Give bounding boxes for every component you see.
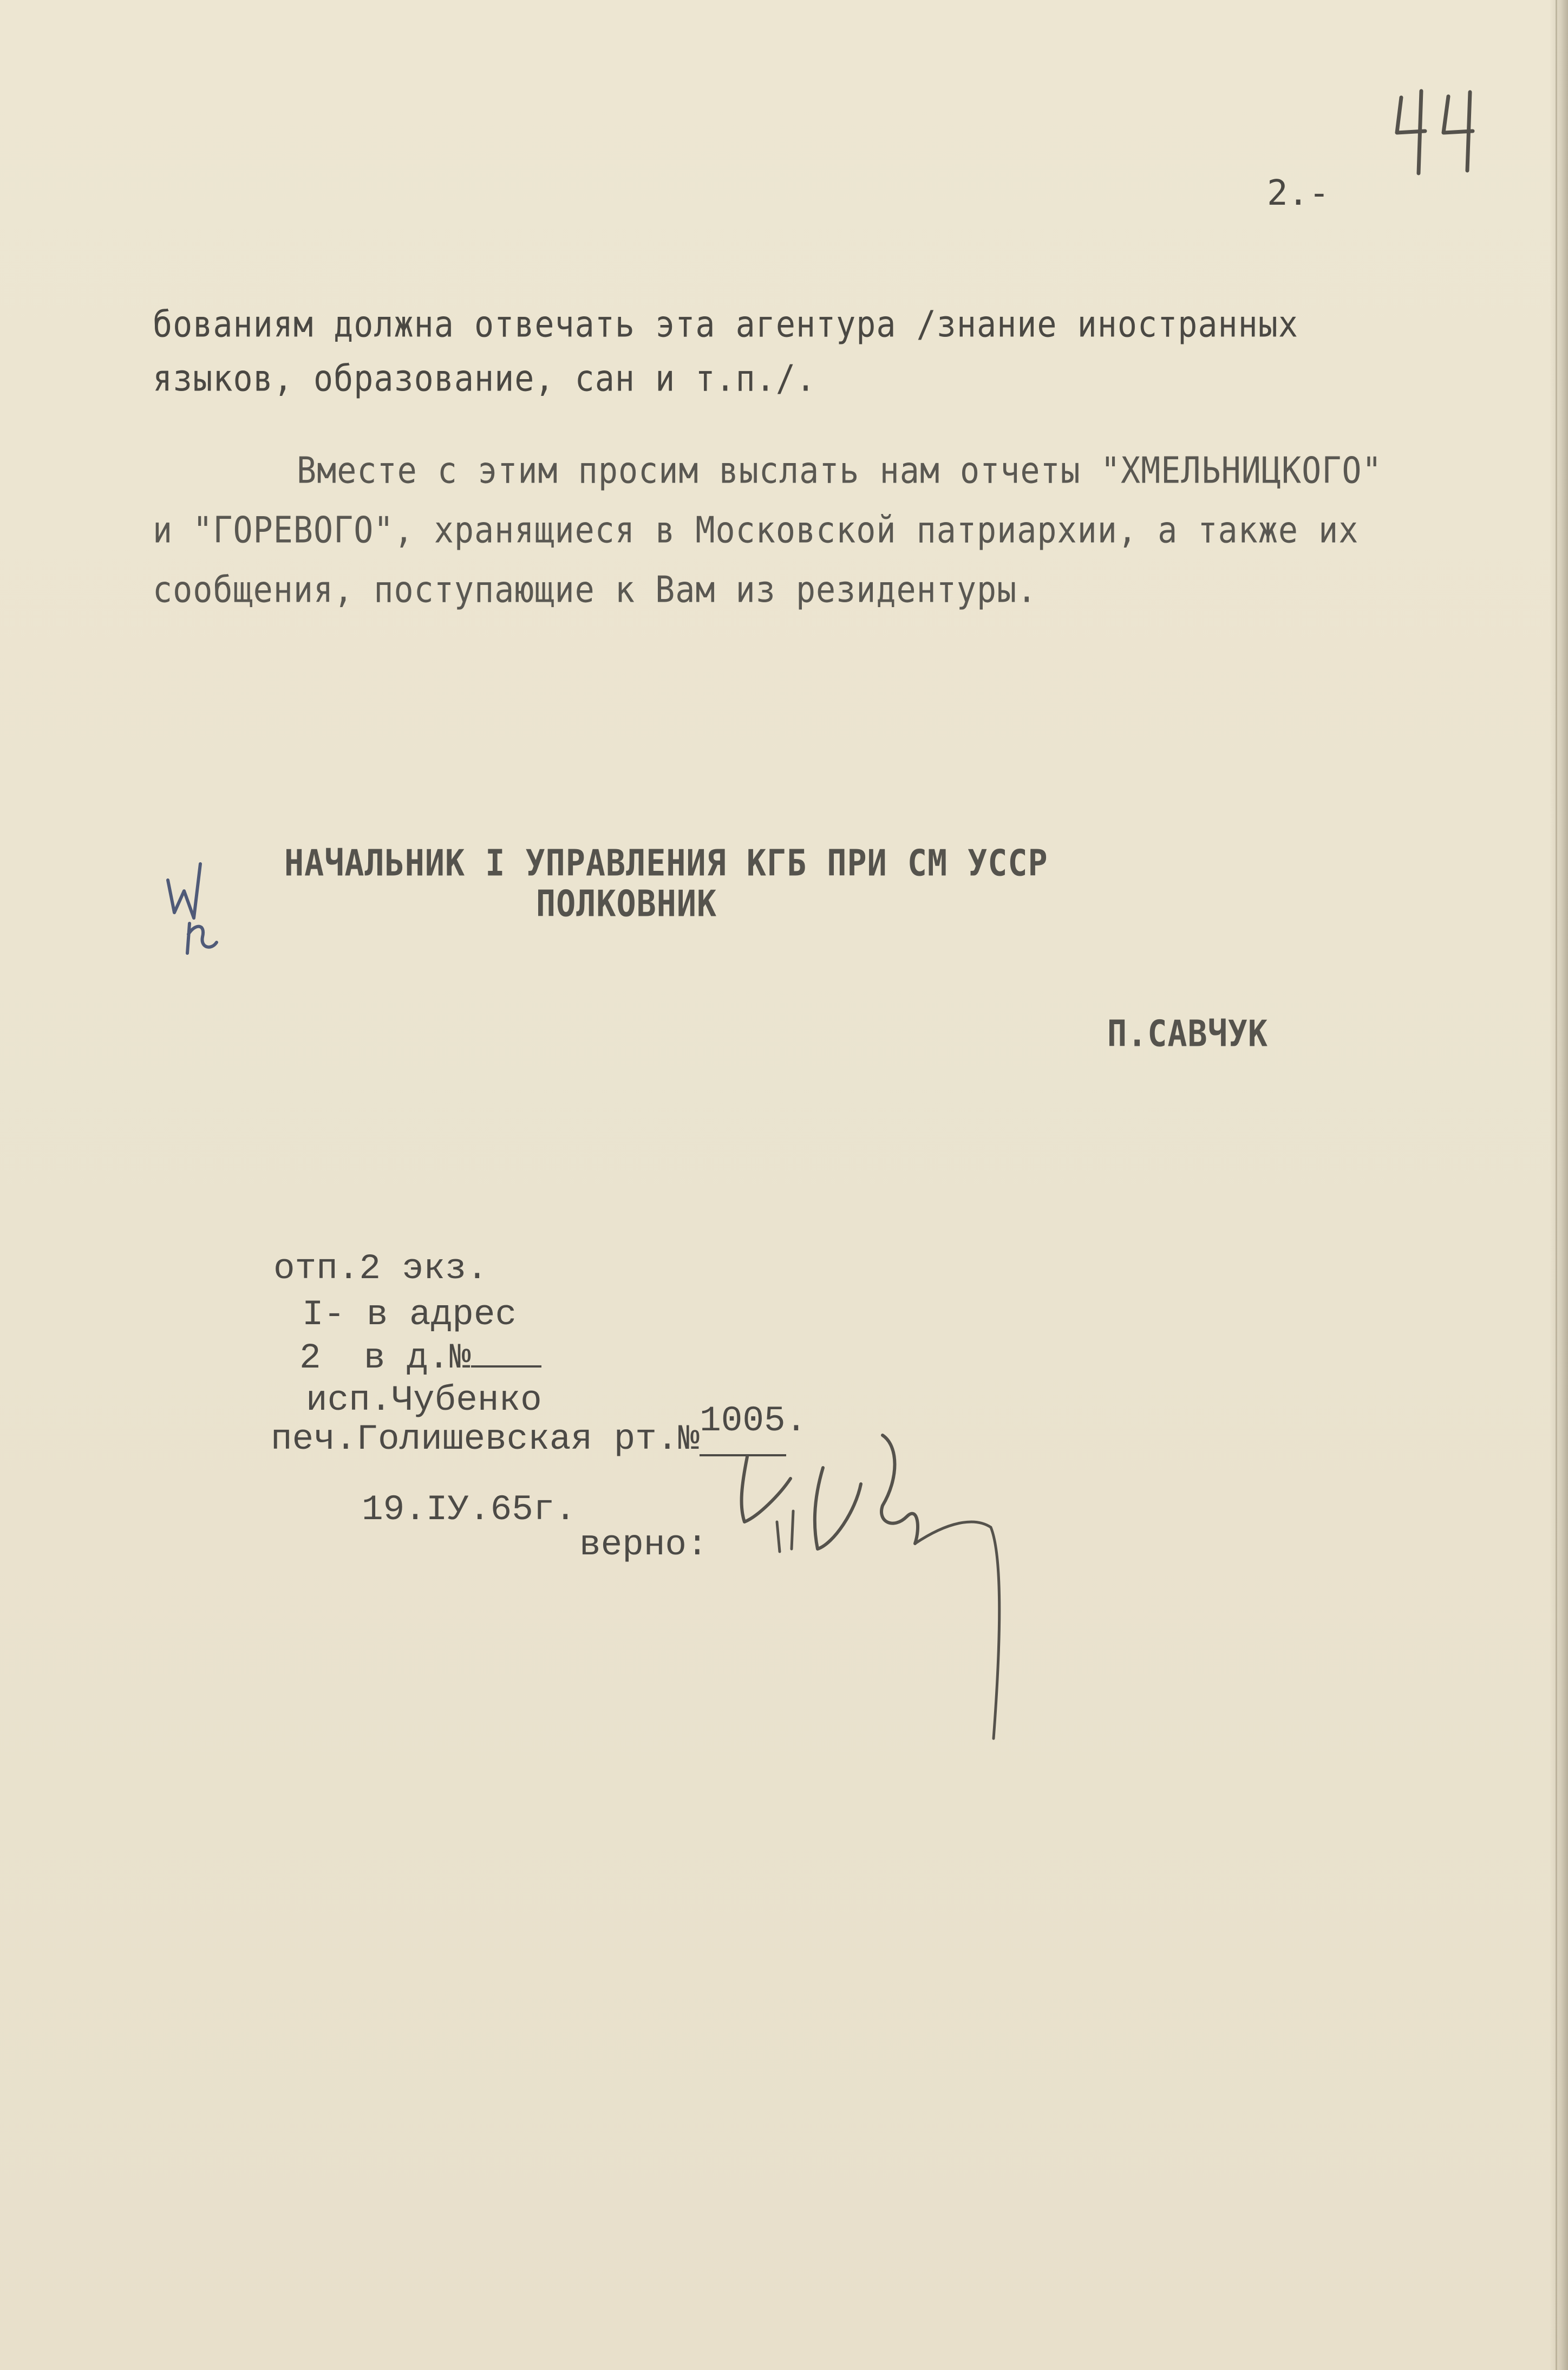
signature-name: П.САВЧУК bbox=[1107, 1013, 1268, 1056]
distribution-copy-2 bbox=[299, 1338, 541, 1378]
handwritten-signature bbox=[720, 1414, 1077, 1760]
paragraph-1-line-2: языков, образование, сан и т.п./. bbox=[153, 357, 816, 400]
paragraph-2-line-2: и "ГОРЕВОГО", хранящиеся в Московской патриархии, а также их bbox=[153, 509, 1359, 552]
distribution-copies: отп.2 экз. bbox=[273, 1248, 488, 1289]
typist-number: 1005. bbox=[700, 1401, 807, 1441]
page-edge-shadow bbox=[1550, 0, 1568, 2370]
signature-rank: ПОЛКОВНИК bbox=[536, 883, 717, 926]
paragraph-2-line-1: Вместе с этим просим выслать нам отчеты "ХМЕЛЬНИЦКОГО" bbox=[297, 450, 1382, 492]
page-number: 2.- bbox=[1267, 173, 1330, 213]
distribution-copy-1: I- в адрес bbox=[302, 1294, 517, 1335]
signature-title-line: НАЧАЛЬНИК I УПРАВЛЕНИЯ КГБ ПРИ СМ УССР bbox=[284, 842, 1048, 885]
distribution-executor: исп.Чубенко bbox=[306, 1380, 542, 1421]
page-edge-line bbox=[1556, 0, 1557, 2370]
distribution-copy-2-blank bbox=[471, 1360, 541, 1368]
verified-label: верно: bbox=[579, 1525, 708, 1565]
distribution-date: 19.IУ.65г. bbox=[362, 1489, 577, 1530]
distribution-typist-text: печ.Голишевская рт.№ bbox=[271, 1419, 700, 1460]
distribution-copy-2-text: 2 в д.№ bbox=[299, 1338, 471, 1378]
handwritten-initials bbox=[162, 842, 260, 967]
folio-number-handwritten bbox=[1391, 81, 1484, 190]
paragraph-1-line-1: бованиям должна отвечать эта агентура /знание иностранных bbox=[153, 303, 1299, 346]
paragraph-2-line-3: сообщения, поступающие к Вам из резидентуры. bbox=[153, 569, 1037, 611]
